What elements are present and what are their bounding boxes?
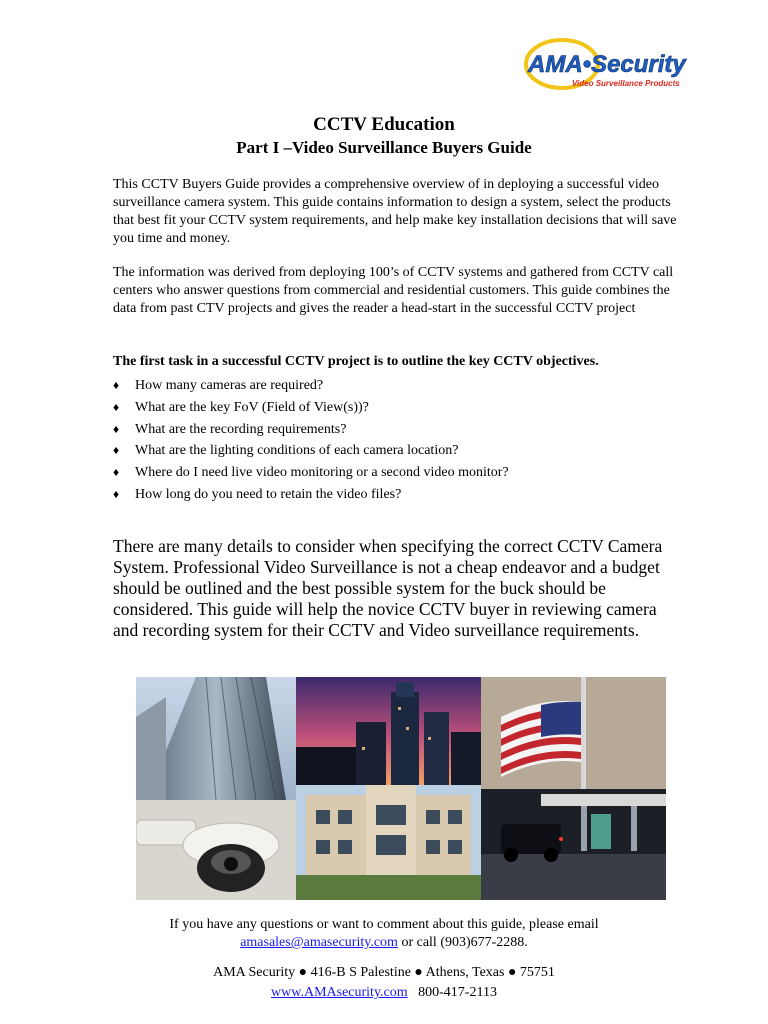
photo-collage [136, 677, 666, 900]
american-flag-photo [481, 677, 666, 789]
objectives-heading: The first task in a successful CCTV project is to outline the key CCTV objectives. [113, 354, 599, 369]
gas-station-night-photo [481, 789, 666, 900]
list-item: ♦ What are the recording requirements? [113, 419, 509, 441]
contact-email-line [0, 935, 768, 951]
phone-text: or call (903)677-2288. [397, 935, 528, 950]
skyscraper-photo [136, 677, 296, 800]
intro-paragraph-1: This CCTV Buyers Guide provides a comprehensive overview of in deploying a successful video surveillance camera system. This guide contains information to design a system, select the products that best fit your CCTV system requirements, and help make key installation decisions that will save you time and money. [113, 177, 677, 246]
address-line: AMA Security ● 416-B S Palestine ● Athens, Texas ● 75751 [213, 965, 555, 980]
intro-paragraph-2: The information was derived from deploying 100’s of CCTV systems and gathered from CCTV call centers who answer questions from commercial and residential customers. This guide combines the data from past CTV projects and gives the reader a head-start in the successful CCTV project [113, 265, 674, 316]
diamond-bullet-icon: ♦ [113, 486, 120, 501]
summary-paragraph: There are many details to consider when specifying the correct CCTV Camera System. Professional Video Surveillance is not a cheap endeavor and a budget should be outlined and the best possible system for the buck should be considered. This guide will help the novice CCTV buyer in reviewing camera and recording system for their CCTV and Video surveillance requirements. [113, 536, 663, 640]
email-link[interactable]: amasales@amasecurity.com [240, 935, 398, 950]
list-item: ♦ How many cameras are required? [113, 375, 509, 397]
svg-text:AMA•Security: AMA•Security [528, 51, 686, 78]
diamond-bullet-icon: ♦ [113, 443, 120, 458]
diamond-bullet-icon: ♦ [113, 465, 120, 480]
toll-free-phone: 800-417-2113 [418, 985, 497, 1000]
office-building-photo [296, 785, 481, 900]
contact-line: If you have any questions or want to comment about this guide, please email [169, 917, 599, 932]
list-item: ♦ How long do you need to retain the video files? [113, 484, 509, 506]
page-subtitle: Part I –Video Surveillance Buyers Guide [236, 138, 532, 157]
list-item: ♦ What are the key FoV (Field of View(s))? [113, 397, 509, 419]
page-title: CCTV Education [313, 114, 455, 135]
objectives-list [113, 375, 509, 506]
svg-text:Video Surveillance Products: Video Surveillance Products [572, 79, 680, 88]
website-line [0, 985, 768, 1001]
list-item: ♦ What are the lighting conditions of each camera location? [113, 440, 509, 462]
ama-security-logo [522, 36, 692, 92]
website-link[interactable]: www.AMAsecurity.com [271, 985, 408, 1000]
diamond-bullet-icon: ♦ [113, 378, 120, 392]
city-dusk-photo [296, 677, 481, 785]
list-item: ♦ Where do I need live video monitoring or a second video monitor? [113, 462, 509, 484]
dome-camera-photo [136, 800, 296, 900]
diamond-bullet-icon: ♦ [113, 421, 120, 436]
diamond-bullet-icon: ♦ [113, 399, 120, 414]
